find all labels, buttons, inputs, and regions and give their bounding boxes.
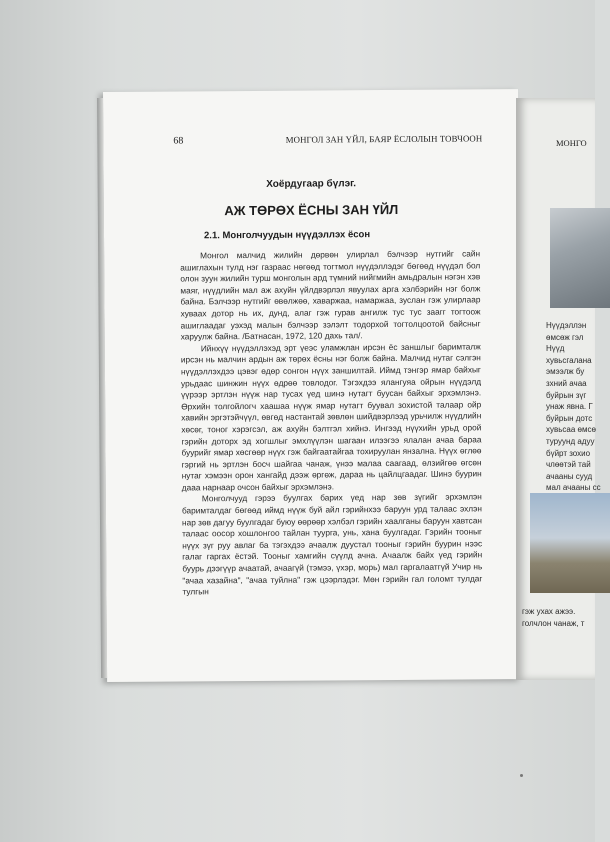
caravan-photo: [530, 493, 610, 593]
right-caption-text: [546, 320, 601, 494]
text-line: голчлон чанаж, т: [522, 618, 585, 628]
right-book-page: [516, 98, 601, 680]
text-line: члөөтэй тай: [546, 460, 591, 470]
text-line: гэж ухах ажээ.: [522, 607, 576, 616]
text-line: хувьсгалана: [546, 355, 592, 365]
running-head: МОНГОЛ ЗАН ҮЙЛ, БАЯР ЁСЛОЛЫН ТОВЧООН: [285, 133, 483, 145]
paragraph: Ийнхүү нүүдэллэхэд эрт үеэс уламжлан ирсэн ёс заншлыг баримталж ирсэн нь малчин ардын аж төрөх ёсны нэг болж байна. Малчид нутаг сэлгэн нүүдэллэхдээ цэвэг өдөр сонгон нүүх заншилтай. Иймд тэнгэр ямар байхыг урьдаас шинжин нүүх өдрөө товлодог. Тэгэхдээ ялангуяа ойрын нүүдэлд үүрээр эртлэн нүүж нар тусах үед шинэ нутагт буусан байхыг эрхэмлэнэ. Өрхийн толгойлогч хаашаа нүүж ямар нутагт буувал зохистой талаар ойр хавийн эргэтэйчүүл, өвгөд настантай зөвлөн шийдвэрлээд урьчилж нүүдлийн хөсөг, тоног хэрэгсэл, аж ахуйн бэлтгэл хийнэ. Ингээд нүүхийн урьд орой гэрийн доторх эд хогшлыг эмхлүүлэн шагаан илээгээ ялалан ачаа бараа буурийг ямар хөсгөөр нүүх гэж байгаатайгаа тохируулан янзална. Нүүх өглөө гэргий нь эртлэн босч шайгаа чанаж, үнээ малаа саагаад, өлзийгөө өгсөн нутаг хэмээн орон хангайд дээж өргөж, дараа нь цайлцгаадаг. Шинэ буурин дааа нарнаар очсон байхыг эрхэмлэнэ.: [180, 341, 482, 493]
text-line: бүйрт зохио: [546, 448, 591, 458]
text-line: ачааны сууд: [546, 471, 593, 481]
scan-speck: [520, 774, 523, 777]
text-line: буйрын дотс: [546, 413, 593, 423]
text-line: Нүүдэллэн: [546, 321, 587, 330]
right-bottom-text: [522, 606, 584, 629]
page-number: 68: [173, 135, 184, 147]
text-line: Нүүд: [546, 344, 565, 354]
text-line: зхний ачаа: [546, 378, 587, 388]
page-header: [103, 133, 518, 150]
text-line: өмсөж гэл: [546, 332, 584, 342]
text-line: унаж явна. Г: [546, 402, 593, 412]
left-book-page: [103, 89, 522, 682]
ger-photo: [550, 208, 610, 308]
body-text: [180, 248, 482, 598]
section-title: 2.1. Монголчуудын нүүдэллэх ёсон: [203, 229, 371, 242]
right-running-head: МОНГО: [556, 138, 587, 148]
text-line: хувьсаа өмсө: [546, 425, 596, 435]
text-line: туруунд адуу: [546, 436, 595, 446]
part-title: Хоёрдугаар бүлэг.: [266, 178, 357, 190]
text-line: эмээлж бу: [546, 367, 585, 377]
text-line: мал ачааны сс: [546, 483, 601, 493]
chapter-title: АЖ ТӨРӨХ ЁСНЫ ЗАН ҮЙЛ: [224, 201, 399, 219]
paragraph: Монгол малчид жилийн дөрвөн улирлал бэлчээр нутгийг сайн ашиглахын тулд нэг газраас нөгөөд тогтмол нүүдэллэдэг бөгөөд нүүдэл бол олон зуун жилийн турш монголын ард түмний нийгмийн амьдралын нэгэн хэв маяг, нүүдлийн мал аж ахуйн үйлдвэрлэл явуулах арга хэлбэрийн нэг болж байна. Бэлчээр нутгийг өвөлжөө, хаваржаа, намаржаа, зуслан гэж улирлаар хуваах дотор нь их, дунд, алаг гэж гурав ангилж тус тус заагг тогтоож ашиглаадаг уэхэд малын бэлчээр зэлэлт тодорхой тогтолцоотой байсныг харуулж байна. /Батнасан, 1972, 120 дахь тал/.: [180, 248, 481, 342]
paragraph: Монголчууд гэрээ буулгах барих үед нар зөв зүгийг эрхэмлэн баримталдаг бөгөөд иймд нүүж буй айл гэрийнхээ баруун урд талаас эхлэн нар зөв дагуу буулгадаг буюу өөрөөр хэлбэл гэрийн хаалганы баруун хавтсан талаас оосор хошлонгоо тайлан туурга, унь, хана буулгадаг. Гэрийн тооныг нүүх зүг руу авлаг ба тэгэхдээ ачаалж дуустал тооныг гэрийн буурин нээс галаг гаргах ёстэй. Тооныг хамгийн сүүлд ачна. Ачаалж байх үед гэрийн буурь дээгүүр ачаатай, ачаагүй (тэмээ, үхэр, морь) мал гаргалаатгүй Учир нь "ачаа хазайна", "ачаа туйлна" гэж цээрлэдэг. Мөн гэрийн гал голомт тулдаг тулгын: [181, 491, 483, 597]
text-line: буйрын зүг: [546, 390, 587, 400]
